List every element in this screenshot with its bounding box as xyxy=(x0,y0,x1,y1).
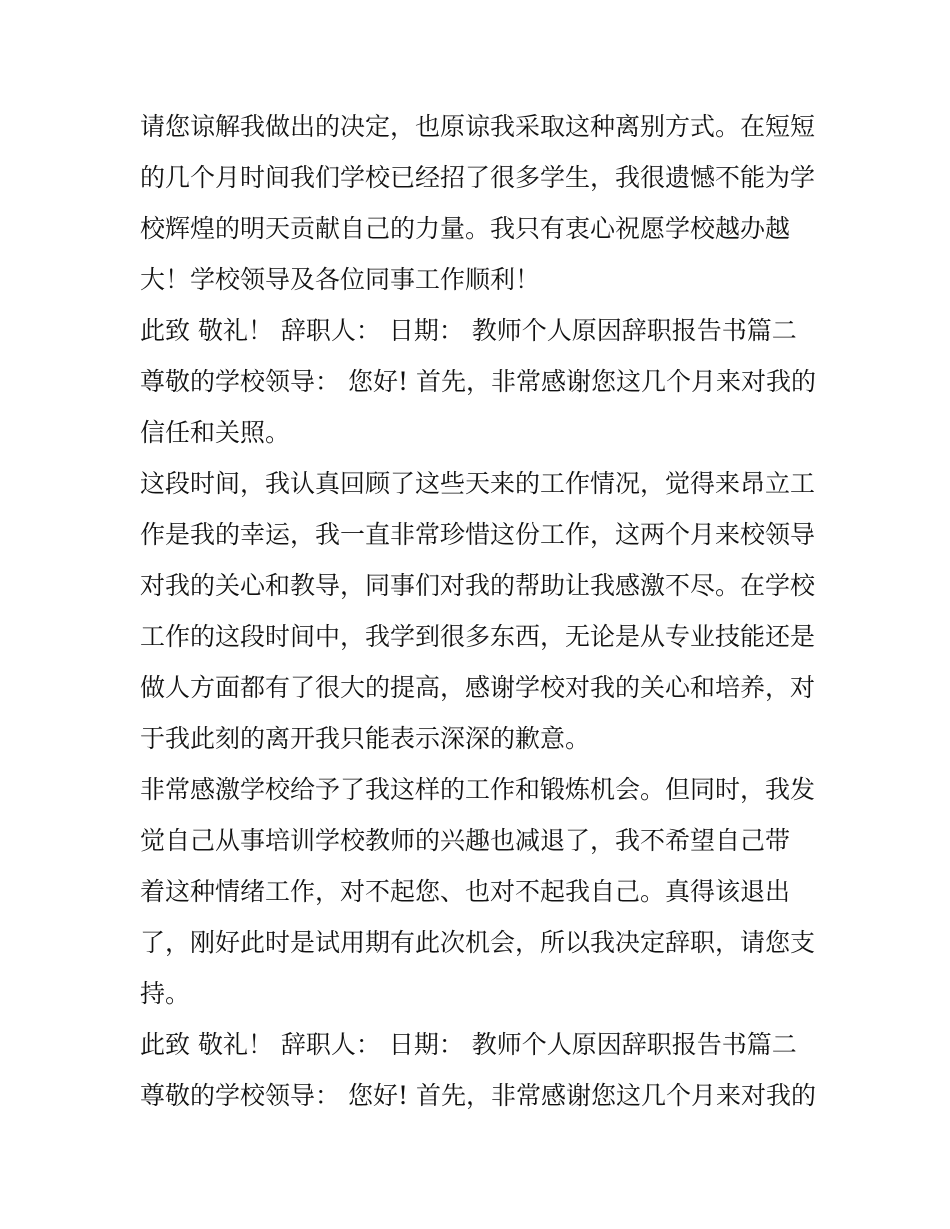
text-line: 持。 xyxy=(140,979,191,1008)
text-line: 大！学校领导及各位同事工作顺利！ xyxy=(140,265,541,294)
text-line: 做人方面都有了很大的提高，感谢学校对我的关心和培养，对 xyxy=(140,673,816,702)
text-line: 的几个月时间我们学校已经招了很多学生，我很遗憾不能为学 xyxy=(140,163,816,192)
text-line: 信任和关照。 xyxy=(140,418,291,447)
text-line: 校辉煌的明天贡献自己的力量。我只有衷心祝愿学校越办越 xyxy=(140,214,791,243)
text-line: 尊敬的学校领导： 您好! 首先，非常感谢您这几个月来对我的 xyxy=(140,1081,816,1110)
text-line: 尊敬的学校领导： 您好! 首先，非常感谢您这几个月来对我的 xyxy=(140,367,816,396)
document-body xyxy=(140,101,820,1121)
text-line: 这段时间，我认真回顾了这些天来的工作情况，觉得来昂立工 xyxy=(140,469,816,498)
text-line: 着这种情绪工作，对不起您、也对不起我自己。真得该退出 xyxy=(140,877,791,906)
text-line: 了，刚好此时是试用期有此次机会，所以我决定辞职，请您支 xyxy=(140,928,816,957)
text-line: 非常感激学校给予了我这样的工作和锻炼机会。但同时，我发 xyxy=(140,775,816,804)
text-line: 此致 敬礼！ 辞职人： 日期： 教师个人原因辞职报告书篇二 xyxy=(140,316,797,345)
text-line: 作是我的幸运，我一直非常珍惜这份工作，这两个月来校领导 xyxy=(140,520,816,549)
text-line: 此致 敬礼！ 辞职人： 日期： 教师个人原因辞职报告书篇二 xyxy=(140,1030,797,1059)
text-line: 工作的这段时间中，我学到很多东西，无论是从专业技能还是 xyxy=(140,622,816,651)
text-line: 觉自己从事培训学校教师的兴趣也减退了，我不希望自己带 xyxy=(140,826,791,855)
text-line: 对我的关心和教导，同事们对我的帮助让我感激不尽。在学校 xyxy=(140,571,816,600)
text-line: 于我此刻的离开我只能表示深深的歉意。 xyxy=(140,724,591,753)
text-line: 请您谅解我做出的决定，也原谅我采取这种离别方式。在短短 xyxy=(140,112,816,141)
